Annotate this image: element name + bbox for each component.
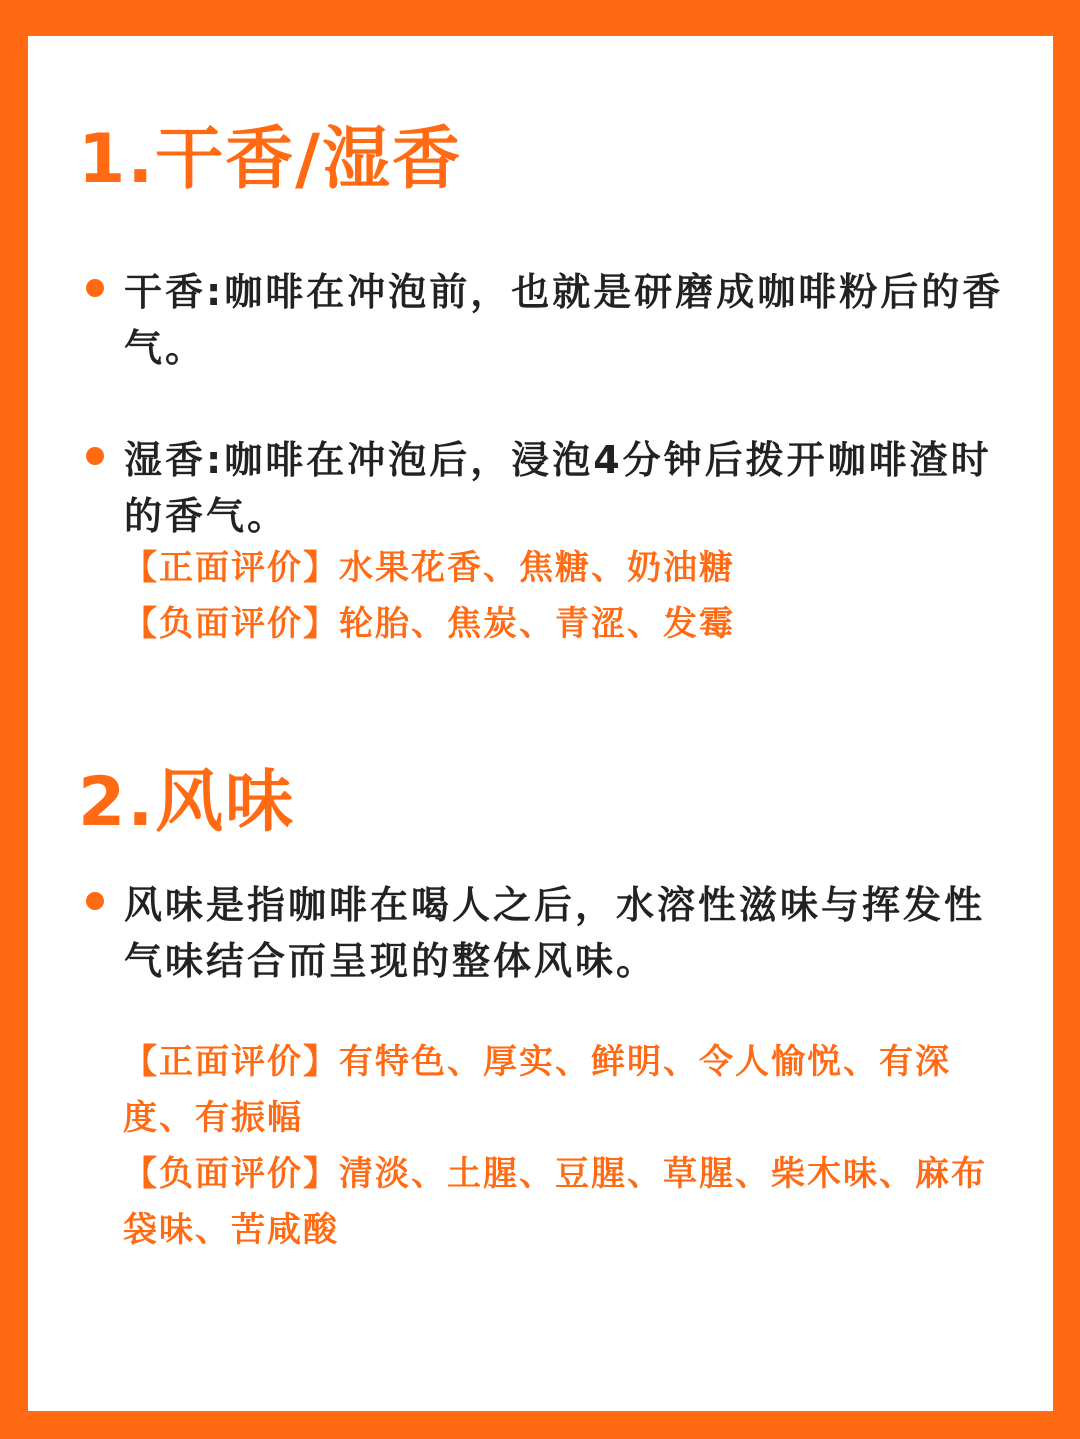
section-1-negative-review: 【负面评价】轮胎、焦炭、青涩、发霉 <box>123 604 735 644</box>
section-2-title: 2.风味 <box>78 763 296 842</box>
content-card <box>28 36 1053 1411</box>
bullet-text: 干香:咖啡在冲泡前，也就是研磨成咖啡粉后的香气。 <box>124 270 1004 370</box>
section-2-negative-review: 【负面评价】清淡、土腥、豆腥、草腥、柴木味、麻布袋味、苦咸酸 <box>123 1154 987 1250</box>
bullet-dot-icon <box>86 279 104 297</box>
bullet-text: 风味是指咖啡在喝人之后，水溶性滋味与挥发性气味结合而呈现的整体风味。 <box>124 883 986 983</box>
bullet-text: 湿香:咖啡在冲泡后，浸泡4分钟后拨开咖啡渣时的香气。 <box>124 438 992 538</box>
section-1-title: 1.干香/湿香 <box>78 120 462 199</box>
section-2-positive-review: 【正面评价】有特色、厚实、鲜明、令人愉悦、有深度、有振幅 <box>123 1042 951 1138</box>
section-1-positive-review: 【正面评价】水果花香、焦糖、奶油糖 <box>123 548 735 588</box>
bullet-dot-icon <box>86 447 104 465</box>
bullet-dot-icon <box>86 892 104 910</box>
